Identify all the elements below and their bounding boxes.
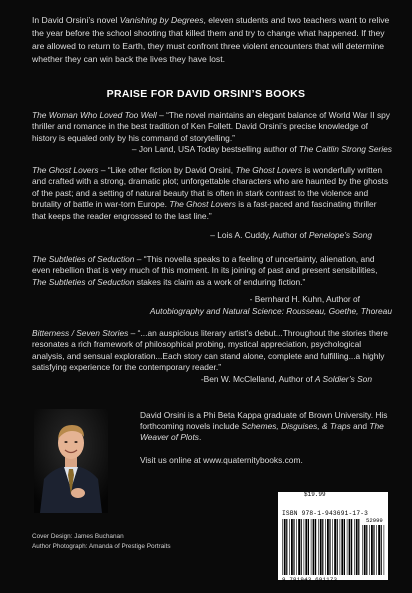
review-attribution: – Lois A. Cuddy, Author of Penelope’s Song — [210, 230, 372, 241]
review-book-title: The Woman Who Loved Too Well — [32, 110, 157, 120]
credits — [32, 532, 232, 552]
praise-heading: PRAISE FOR DAVID ORSINI’S BOOKS — [106, 88, 306, 100]
review-subtleties: The Subtleties of Seduction – “This novella speaks to a feeling of uncertainty, alienation, and even rebellion that is very much of this moment. In its joining of past and present sensibilities, The Subtleties of Seduction stakes its claim as a work of enduring fiction.” - Bernhard H. Kuhn, Author of Autobiography and Natural Science: Rousseau, Goethe, Thoreau — [32, 254, 392, 316]
addon-number: 52999 — [366, 517, 383, 524]
ean-number: 9 781943 691173 — [282, 576, 338, 583]
review-quote: – “The novel maintains an elegant balance of World War II spy thriller and romance in the best tradition of Ken Follett. David Orsini’s precise knowledge of history is equaled only by his command of storytelling.” — [32, 110, 390, 143]
author-bio: David Orsini is a Phi Beta Kappa graduate of Brown University. His forthcoming novels include Schemes, Disguises, & Traps and The Weaver of Plots. — [140, 410, 388, 442]
author-photo-credit: Author Photograph: Amanda of Prestige Portraits — [32, 543, 171, 550]
website-line: Visit us online at www.quaternitybooks.com. — [140, 455, 303, 465]
review-attribution: – Jon Land, USA Today bestselling author of The Caitlin Strong Series — [131, 144, 392, 155]
review-book-title: Bitterness / Seven Stories — [32, 328, 129, 338]
review-book-title: The Subtleties of Seduction — [32, 254, 135, 264]
review-book-title: The Ghost Lovers — [32, 165, 99, 175]
review-ghost-lovers: The Ghost Lovers – “Like other fiction by David Orsini, The Ghost Lovers is wonderfully written and crafted with a strong, dramatic plot; unforgettable characters who are haunted by the ghosts of the past; and a setting of natural beauty that is often in stark contrast to the violence and brutality of battle in war-torn Europe. The Ghost Lovers is a fast-paced and fascinating thriller that keeps the reader engrossed to the last line.” – Lois A. Cuddy, Author of Penelope’s Song — [32, 165, 392, 241]
review-woman-who-loved — [32, 110, 392, 156]
author-photo — [34, 409, 108, 513]
synopsis: In David Orsini’s novel Vanishing by Degrees, eleven students and two teachers want to relive the year before the school shooting that killed them and try to change what happened. If they are allowed to return to Earth, they must confront three violent encounters that will determine whether they can win back the lives they have lost. — [32, 15, 390, 64]
author-portrait-image — [34, 409, 108, 513]
review-bitterness: Bitterness / Seven Stories – “...an auspicious literary artist’s debut...Throughout the stories there resonates a rich framework of philosophical probing, mystical appreciation, psychological analysis, and sensual exploration...Each story can stand alone, complete and fulfilling...a highly satisfying experience for the contemporary reader.” -Ben W. McClelland, Author of A Soldier’s Son — [32, 328, 392, 385]
price-label: $19.99 — [304, 491, 326, 498]
novel-title: Vanishing by Degrees — [119, 15, 204, 25]
review-attribution: -Ben W. McClelland, Author of A Soldier’s Son — [200, 373, 372, 384]
ean-barcode — [282, 519, 360, 575]
review-attribution-title: Autobiography and Natural Science: Rousseau, Goethe, Thoreau — [149, 305, 392, 316]
addon-barcode — [362, 525, 386, 575]
cover-design-credit: Cover Design: James Buchanan — [32, 533, 124, 540]
isbn-label: ISBN 978-1-943691-17-3 — [282, 510, 369, 517]
review-attribution: - Bernhard H. Kuhn, Author of — [249, 294, 360, 305]
